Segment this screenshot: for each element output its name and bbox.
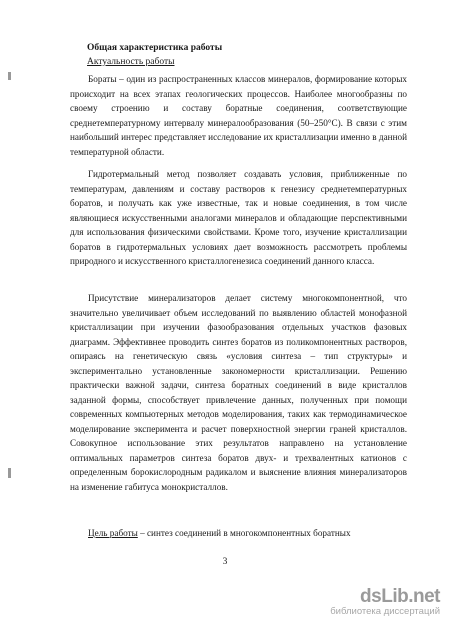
subsection-heading: Актуальность работы — [87, 57, 175, 67]
watermark — [300, 586, 440, 620]
scan-margin-mark — [8, 468, 11, 478]
paragraph-2: Гидротермальный метод позволяет создавать условия, приближенные по температурам, давлениям и составу растворов к генезису среднетемпературных боратов, и получать как уже известные, так и новые соединения, в том числе являющиеся искусственными аналогами минералов и обладающие перспективными для использования физическими свойствами. Кроме того, изучение кристаллизации боратов в гидротермальных условиях дает возможность рассмотреть проблемы природного и искусственного кристаллогенезиса соединений данного класса. — [70, 169, 407, 266]
paragraph-3: Присутствие минерализаторов делает систему многокомпонентной, что значительно увеличивает объем исследований по выявлению областей монофазной кристаллизации при изучении фазообразования отдельных участков фазовых диаграмм. Эффективнее проводить синтез боратов из поликомпонентных растворов, опираясь на генетическую связь «условия синтеза – тип структуры» и экспериментально установленные закономерности кристаллизации. Решению практически важной задачи, синтеза боратных соединений в виде кристаллов заданной формы, способствует привлечение данных, полученных при помощи современных компьютерных методов моделирования, таких как термодинамическое моделирование эксперимента и расчет поверхностной энергии граней кристаллов. Совокупное использование этих результатов направлено на установление оптимальных параметров синтеза боратов двух- и трехвалентных катионов с определенным борокислородным радикалом и выяснение влияния минерализаторов на изменение габитуса монокристаллов. — [70, 293, 407, 492]
section-heading: Общая характеристика работы — [87, 43, 223, 53]
goal-label: Цель работы — [88, 528, 138, 538]
goal-text: – синтез соединений в многокомпонентных боратных — [137, 528, 351, 538]
watermark-logo: dsLib.net — [360, 586, 440, 607]
paragraph-1: Бораты – один из распространенных классов минералов, формирование которых происходит на всех этапах геологических процессов. Наиболее многообразны по своему строению и составу боратные соединения, соответствующие среднетемпературному интервалу минералообразования (50–250°С). В связи с этим наибольший интерес представляет исследование их кристаллизации именно в данной температурной области. — [70, 74, 407, 157]
watermark-subtitle: библиотека диссертаций — [330, 606, 440, 617]
goal-paragraph — [70, 526, 407, 541]
page-number: 3 — [222, 557, 228, 567]
scan-margin-mark — [8, 72, 11, 80]
